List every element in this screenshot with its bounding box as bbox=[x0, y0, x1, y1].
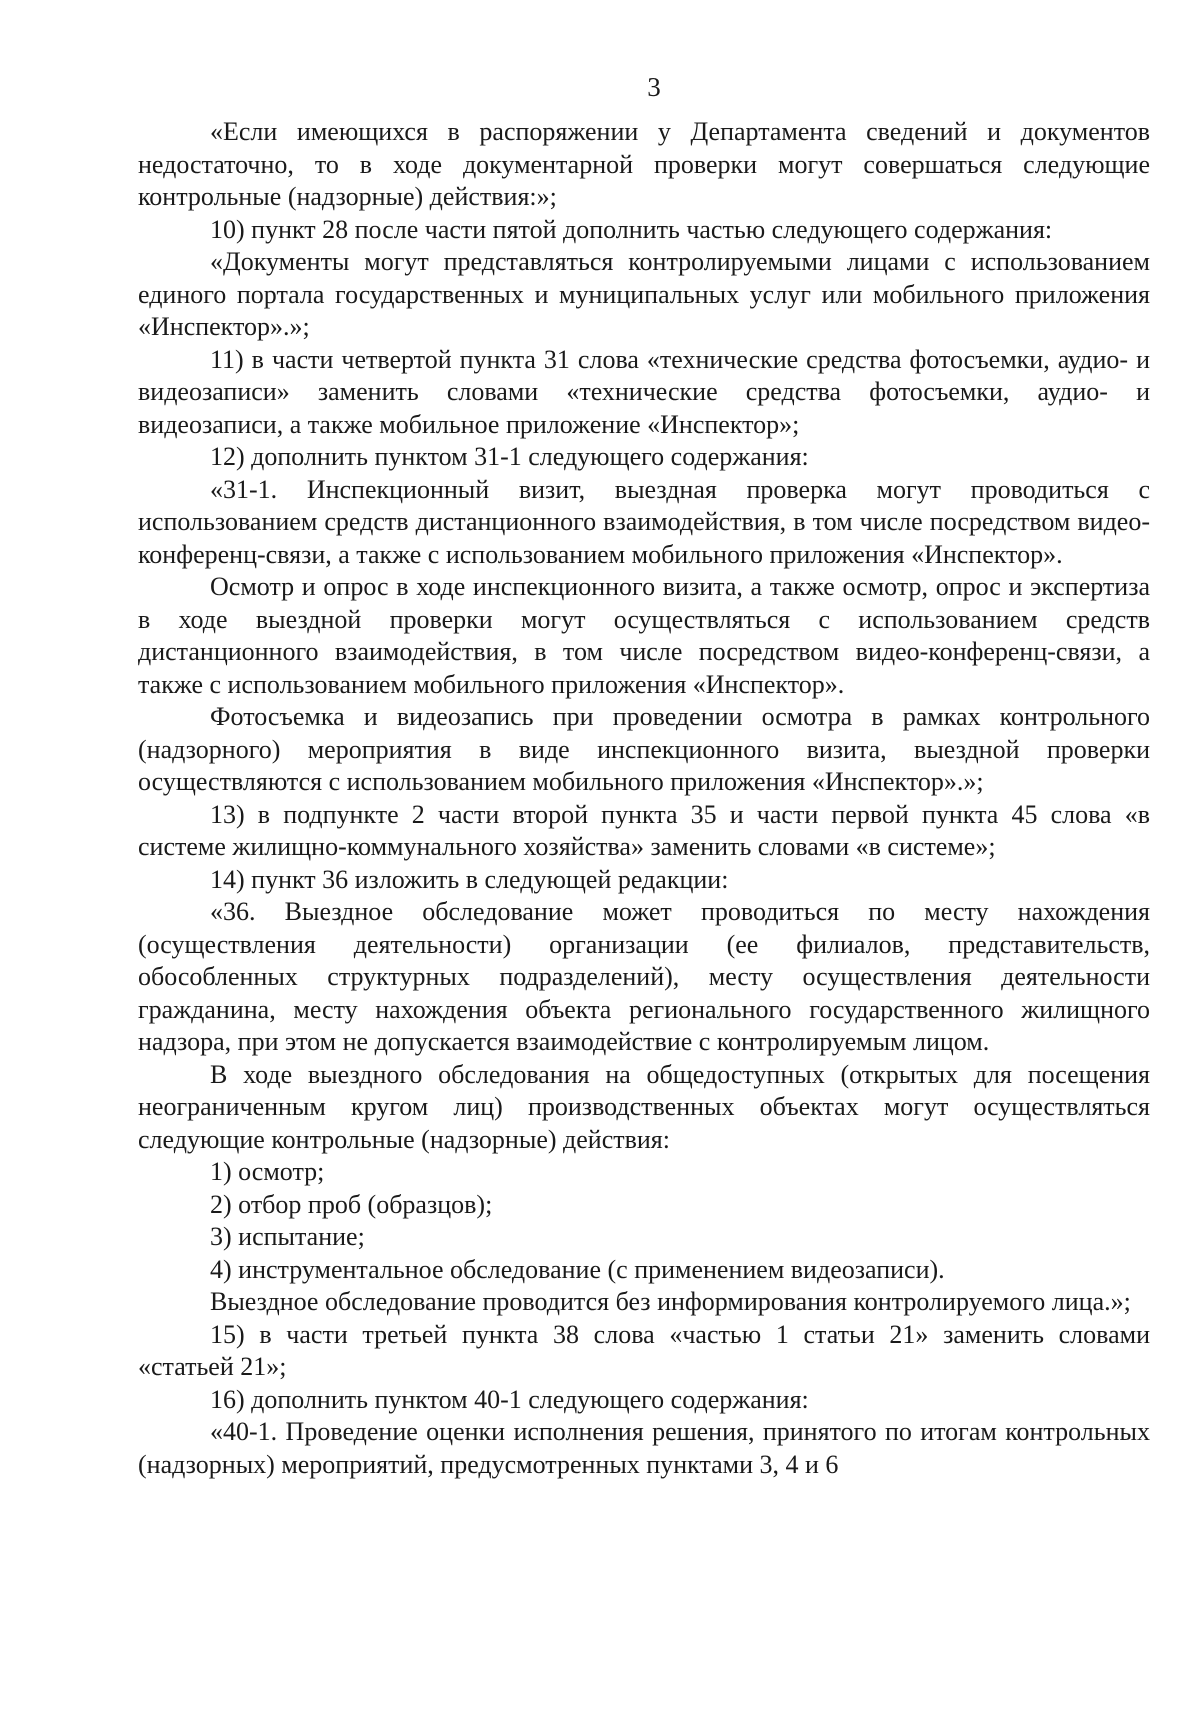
paragraph-item-13: 13) в подпункте 2 части второй пункта 35 и части первой пункта 45 слова «в системе жилищно-коммунального хозяйства» заменить словами «в системе»; bbox=[138, 799, 1150, 861]
list-item-sampling: 2) отбор проб (образцов); bbox=[210, 1189, 493, 1219]
paragraph-documentary-check-actions: «Если имеющихся в распоряжении у Департамента сведений и документов недостаточно, то в ходе документарной проверки могут совершаться следующие контрольные (надзорные) действия:»; bbox=[138, 117, 1150, 211]
paragraph-photo-video: Фотосъемка и видеозапись при проведении осмотра в рамках контрольного (надзорного) мероприятия в виде инспекционного визита, выездной проверки осуществляются с использованием мобильного приложения «Инспектор».»; bbox=[138, 702, 1150, 796]
list-item-instrumental-survey: 4) инструментальное обследование (с применением видеозаписи). bbox=[210, 1254, 945, 1284]
paragraph-clause-31-1: «31-1. Инспекционный визит, выездная проверка могут проводиться с использованием средств дистанционного взаимодействия, в том числе посредством видео-конференц-связи, а также с использованием мобильного приложения «Инспектор». bbox=[138, 474, 1150, 569]
paragraph-item-14: 14) пункт 36 изложить в следующей редакции: bbox=[210, 864, 729, 894]
paragraph-item-10: 10) пункт 28 после части пятой дополнить частью следующего содержания: bbox=[210, 214, 1053, 244]
list-item-inspection: 1) осмотр; bbox=[210, 1157, 325, 1186]
paragraph-item-11: 11) в части четвертой пункта 31 слова «технические средства фотосъемки, аудио- и видеозаписи» заменить словами «технические средства фотосъемки, аудио- и видеозаписи, а также мобильное приложение «Инспектор»; bbox=[138, 344, 1150, 439]
paragraph-item-12: 12) дополнить пунктом 31-1 следующего содержания: bbox=[210, 442, 809, 471]
paragraph-inspection-remote: Осмотр и опрос в ходе инспекционного визита, а также осмотр, опрос и экспертиза в ходе выездной проверки могут осуществляться с использованием средств дистанционного взаимодействия, в том числе посредством видео-конференц-связи, а также с использованием мобильного приложения «Инспектор». bbox=[138, 572, 1150, 699]
paragraph-field-survey-actions: В ходе выездного обследования на общедоступных (открытых для посещения неограниченным кругом лиц) производственных объектах могут осуществляться следующие контрольные (надзорные) действия: bbox=[138, 1059, 1150, 1154]
paragraph-documents-submission: «Документы могут представляться контролируемыми лицами с использованием единого портала государственных и муниципальных услуг или мобильного приложения «Инспектор».»; bbox=[138, 247, 1150, 341]
list-item-testing: 3) испытание; bbox=[210, 1222, 365, 1251]
paragraph-no-informing: Выездное обследование проводится без информирования контролируемого лица.»; bbox=[210, 1287, 1131, 1316]
paragraph-clause-40-1: «40-1. Проведение оценки исполнения решения, принятого по итогам контрольных (надзорных) мероприятий, предусмотренных пунктами 3, 4 и 6 bbox=[138, 1417, 1150, 1479]
paragraph-clause-36: «36. Выездное обследование может проводиться по месту нахождения (осуществления деятельности) организации (ее филиалов, представительств, обособленных структурных подразделений), месту осуществления деятельности гражданина, месту нахождения объекта регионального государственного жилищного надзора, при этом не допускается взаимодействие с контролируемым лицом. bbox=[138, 897, 1150, 1056]
paragraph-item-16: 16) дополнить пунктом 40-1 следующего содержания: bbox=[210, 1384, 809, 1414]
page-number: 3 bbox=[647, 72, 661, 102]
document-page bbox=[138, 72, 1150, 1481]
paragraph-item-15: 15) в части третьей пункта 38 слова «частью 1 статьи 21» заменить словами «статьей 21»; bbox=[138, 1319, 1150, 1381]
